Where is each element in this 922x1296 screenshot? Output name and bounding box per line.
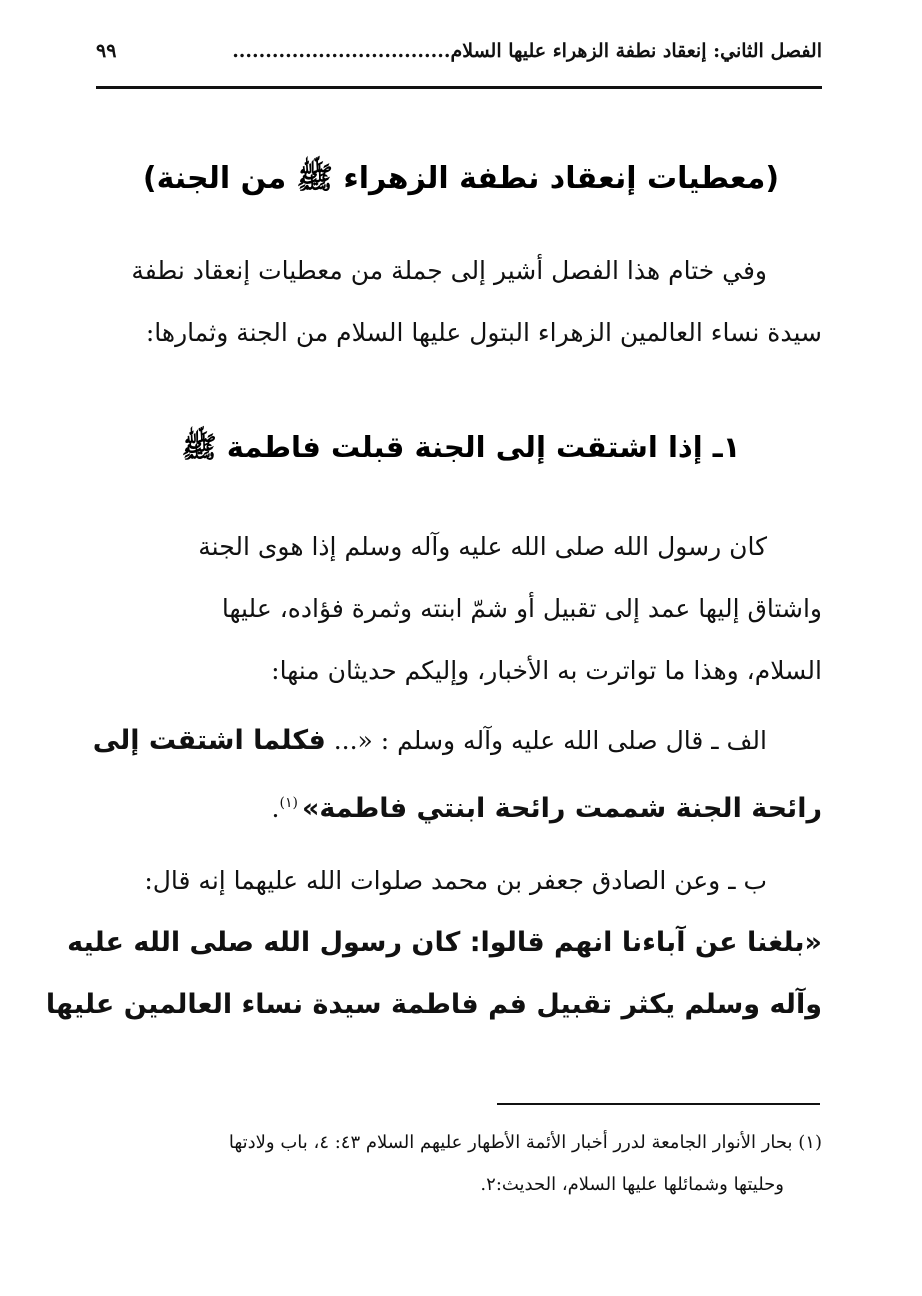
body-line: واشتاق إليها عمد إلى تقبيل أو شمّ ابنته وثمرة فؤاده، عليها <box>221 594 822 623</box>
intro-line: وفي ختام هذا الفصل أشير إلى جملة من معطيات إنعقاد نطفة <box>131 256 767 285</box>
footnote-line: وحليتها وشمائلها عليها السلام، الحديث:٢. <box>480 1174 784 1195</box>
footnote-reference: (١) <box>279 795 298 811</box>
hadith-b-quote-line: وآله وسلم يكثر تقبيل فم فاطمة سيدة نساء العالمين عليها <box>45 989 822 1020</box>
hadith-a-line <box>92 710 822 772</box>
hadith-b <box>45 850 822 1036</box>
footnote <box>100 1122 822 1206</box>
hadith-a-quote-part1: فكلما اشتقت إلى <box>92 725 326 756</box>
hadith-a-quote-part2: رائحة الجنة شممت رائحة ابنتي فاطمة» <box>301 793 822 824</box>
hadith-a-intro: الف ـ قال صلى الله عليه وآله وسلم : «... <box>325 726 767 755</box>
footnote-divider <box>497 1103 820 1105</box>
intro-line: سيدة نساء العالمين الزهراء البتول عليها السلام من الجنة وثمارها: <box>145 318 822 347</box>
header-title: الفصل الثاني: إنعقاد نطفة الزهراء عليها السلام................................. <box>232 40 822 62</box>
footnote-line: (١) بحار الأنوار الجامعة لدرر أخبار الأئمة الأطهار عليهم السلام ٤٣: ٤، باب ولادتها <box>228 1132 822 1153</box>
hadith-a-end: . <box>271 794 280 823</box>
hadith-a-line <box>100 772 822 834</box>
running-header <box>96 40 822 62</box>
section-title: (معطيات إنعقاد نطفة الزهراء ﷺ من الجنة) <box>142 161 780 196</box>
hadith-b-intro: ب ـ وعن الصادق جعفر بن محمد صلوات الله عليهما إنه قال: <box>144 866 767 895</box>
body-paragraph <box>100 516 822 702</box>
intro-paragraph <box>100 240 822 364</box>
page-number: ٩٩ <box>96 40 117 62</box>
header-divider <box>96 86 822 89</box>
hadith-b-quote-line: «بلغنا عن آباءنا انهم قالوا: كان رسول الله صلى الله عليه <box>67 927 822 958</box>
subheading: ١ـ إذا اشتقت إلى الجنة قبلت فاطمة ﷺ <box>181 430 741 464</box>
body-line: السلام، وهذا ما تواترت به الأخبار، وإليكم حديثان منها: <box>271 656 822 685</box>
hadith-a <box>92 710 822 834</box>
body-line: كان رسول الله صلى الله عليه وآله وسلم إذا هوى الجنة <box>198 532 767 561</box>
